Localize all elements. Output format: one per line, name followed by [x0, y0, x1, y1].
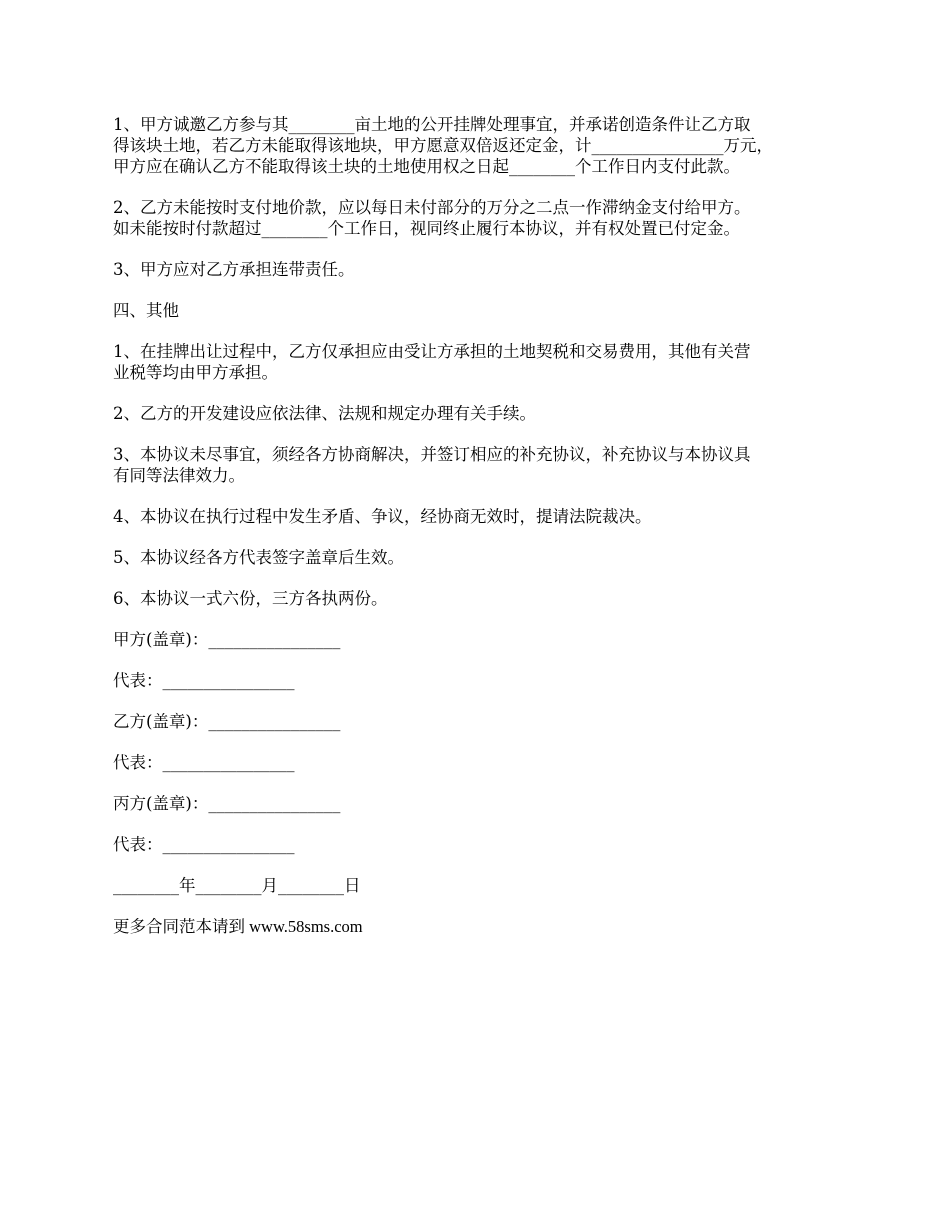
clause-line: 5、本协议经各方代表签字盖章后生效。 — [113, 548, 404, 567]
section-heading-other — [113, 300, 837, 321]
signature-party-c — [113, 793, 837, 814]
signature-party-c-rep — [113, 834, 837, 855]
signature-party-a — [113, 629, 837, 650]
clause-line: 3、本协议未尽事宜，须经各方协商解决，并签订相应的补充协议，补充协议与本协议具 — [113, 445, 751, 464]
section-heading: 四、其他 — [113, 301, 179, 320]
clause-4-3 — [113, 444, 837, 486]
signature-line: 乙方(盖章)：________________ — [113, 712, 341, 731]
clause-line: 2、乙方未能按时支付地价款，应以每日未付部分的万分之二点一作滞纳金支付给甲方。 — [113, 198, 751, 217]
clause-3-2 — [113, 197, 837, 239]
signature-date — [113, 875, 837, 896]
clause-line: 2、乙方的开发建设应依法律、法规和规定办理有关手续。 — [113, 404, 536, 423]
signature-line: 丙方(盖章)：________________ — [113, 794, 341, 813]
footer-note — [113, 916, 837, 937]
clause-4-6 — [113, 588, 837, 609]
signature-party-a-rep — [113, 670, 837, 691]
clause-line: 1、在挂牌出让过程中，乙方仅承担应由受让方承担的土地契税和交易费用，其他有关营 — [113, 342, 751, 361]
clause-line: 甲方应在确认乙方不能取得该土块的土地使用权之日起________个工作日内支付此款。 — [113, 157, 740, 176]
clause-3-1 — [113, 114, 837, 177]
signature-party-b-rep — [113, 752, 837, 773]
clause-line: 6、本协议一式六份，三方各执两份。 — [113, 589, 388, 608]
clause-line: 业税等均由甲方承担。 — [113, 363, 278, 382]
clause-line: 如未能按时付款超过________个工作日，视同终止履行本协议，并有权处置已付定金。 — [113, 219, 740, 238]
clause-4-2 — [113, 403, 837, 424]
document-body — [113, 114, 837, 957]
signature-line: 代表：________________ — [113, 753, 295, 772]
signature-party-b — [113, 711, 837, 732]
signature-line: 代表：________________ — [113, 835, 295, 854]
clause-line: 1、甲方诚邀乙方参与其________亩土地的公开挂牌处理事宜，并承诺创造条件让乙方取 — [113, 115, 751, 134]
clause-3-3 — [113, 259, 837, 280]
signature-line: 甲方(盖章)：________________ — [113, 630, 341, 649]
clause-line: 有同等法律效力。 — [113, 466, 245, 485]
clause-line: 得该块土地，若乙方未能取得该地块，甲方愿意双倍返还定金，计________________万元， — [113, 136, 773, 155]
date-line: ________年________月________日 — [113, 876, 361, 895]
clause-4-1 — [113, 341, 837, 383]
signature-line: 代表：________________ — [113, 671, 295, 690]
clause-4-5 — [113, 547, 837, 568]
clause-line: 4、本协议在执行过程中发生矛盾、争议，经协商无效时，提请法院裁决。 — [113, 507, 652, 526]
clause-line: 3、甲方应对乙方承担连带责任。 — [113, 260, 355, 279]
clause-4-4 — [113, 506, 837, 527]
footer-link-text: 更多合同范本请到 www.58sms.com — [113, 917, 363, 936]
